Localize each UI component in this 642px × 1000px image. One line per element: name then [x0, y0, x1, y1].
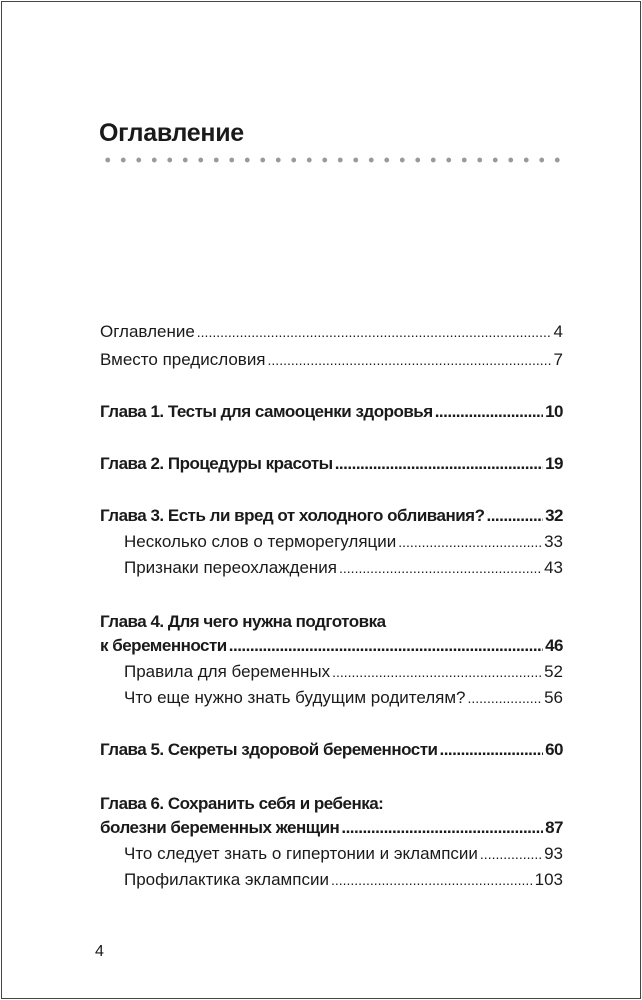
entry-title: Глава 5. Секреты здоровой беременности	[100, 740, 438, 759]
entry-title: Глава 1. Тесты для самооценки здоровья	[100, 402, 433, 421]
entry-title: к беременности	[100, 636, 227, 655]
leader-dots	[332, 662, 542, 682]
toc-chapter[interactable]	[100, 454, 563, 474]
toc-entry[interactable]	[124, 662, 563, 682]
entry-page: 103	[534, 870, 563, 889]
entry-title: Признаки переохлаждения	[124, 558, 338, 577]
leader-dots	[439, 740, 543, 760]
toc-chapter[interactable]	[100, 506, 563, 526]
dotted-divider	[100, 157, 570, 163]
page-title: Оглавление	[99, 119, 244, 147]
entry-page: 32	[545, 506, 563, 525]
entry-page: 10	[545, 402, 563, 421]
toc-entry[interactable]	[124, 870, 563, 890]
entry-title: Что еще нужно знать будущим родителям?	[124, 688, 466, 707]
toc-chapter[interactable]	[100, 818, 563, 838]
leader-dots	[268, 350, 552, 370]
leader-dots	[197, 322, 552, 342]
leader-dots	[339, 558, 542, 578]
leader-dots	[468, 688, 543, 708]
toc-chapter[interactable]	[100, 740, 563, 760]
entry-title: Оглавление	[100, 322, 195, 341]
toc-chapter-line[interactable]: Глава 6. Сохранить себя и ребенка:	[100, 794, 384, 813]
entry-page: 87	[545, 818, 563, 837]
toc-entry[interactable]	[124, 844, 563, 864]
entry-page: 56	[544, 688, 563, 707]
leader-dots	[335, 454, 543, 474]
entry-page: 93	[544, 844, 563, 863]
entry-page: 52	[544, 662, 563, 681]
toc-chapter-line[interactable]: Глава 4. Для чего нужна подготовка	[100, 612, 386, 631]
entry-title: Вместо предисловия	[100, 350, 266, 369]
toc-entry[interactable]	[124, 532, 563, 552]
entry-page: 43	[544, 558, 563, 577]
toc-entry[interactable]	[100, 322, 563, 342]
leader-dots	[229, 636, 543, 656]
entry-page: 60	[545, 740, 563, 759]
entry-title: Что следует знать о гипертонии и эклампсии	[124, 844, 478, 863]
toc-entry[interactable]	[124, 688, 563, 708]
leader-dots	[480, 844, 542, 864]
entry-page: 4	[553, 322, 563, 341]
entry-title: болезни беременных женщин	[100, 818, 340, 837]
toc-entry[interactable]	[100, 350, 563, 370]
entry-page: 7	[553, 350, 563, 369]
toc-chapter[interactable]	[100, 636, 563, 656]
entry-page: 46	[545, 636, 563, 655]
entry-title: Глава 3. Есть ли вред от холодного обливания?	[100, 506, 485, 525]
leader-dots	[486, 506, 543, 526]
entry-title: Глава 2. Процедуры красоты	[100, 454, 333, 473]
leader-dots	[331, 870, 533, 890]
toc-chapter[interactable]	[100, 402, 563, 422]
leader-dots	[435, 402, 543, 422]
leader-dots	[398, 532, 542, 552]
entry-title: Несколько слов о терморегуляции	[124, 532, 397, 551]
entry-title: Профилактика эклампсии	[124, 870, 329, 889]
page-number: 4	[95, 943, 104, 960]
entry-page: 33	[544, 532, 563, 551]
leader-dots	[341, 818, 543, 838]
entry-title: Правила для беременных	[124, 662, 331, 681]
toc-entry[interactable]	[124, 558, 563, 578]
entry-page: 19	[545, 454, 563, 473]
